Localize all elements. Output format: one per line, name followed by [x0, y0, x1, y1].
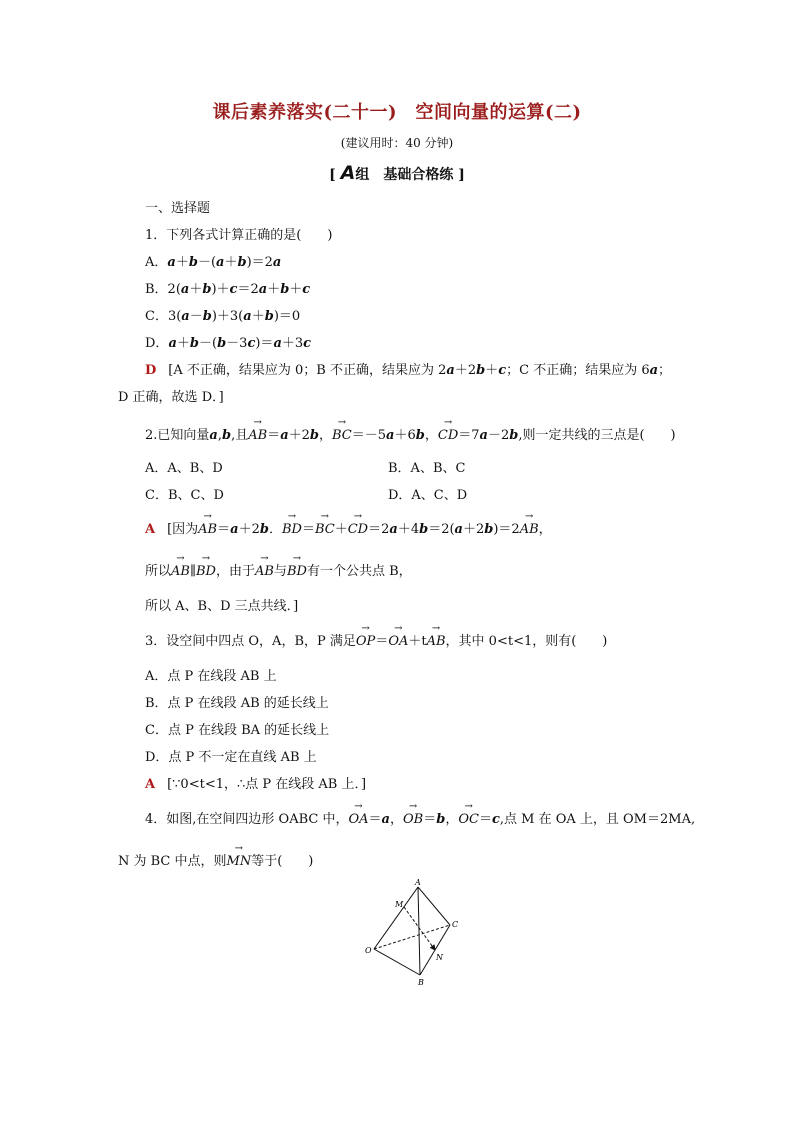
label-c: C — [452, 920, 459, 929]
q2-stem: 2.已知向量a,b,且→ AB＝a＋2b，→ BC＝－5a＋6b，→ CD＝7a－2b,则一定共线的三点是( ) — [145, 424, 676, 443]
q2-option-c: C．B、C、D — [145, 488, 224, 503]
group-letter: A — [340, 162, 356, 184]
q2-options-row1 — [145, 457, 466, 476]
edge-ab — [418, 887, 420, 975]
q4-stem: 4．如图,在空间四边形 OABC 中，→ OA＝a，→ OB＝b，→ OC＝c,点 M 在 OA 上，且 OM＝2MA, — [145, 808, 695, 827]
q1-answer-cont: D 正确，故选 D．] — [118, 390, 224, 405]
q3-option-a: A．点 P 在线段 AB 上 — [145, 669, 277, 684]
q3-answer-letter: A — [145, 777, 156, 792]
q3-answer: A [∵0<t<1，∴点 P 在线段 AB 上．] — [145, 777, 367, 792]
group-label: 组 基础合格练 — [355, 167, 454, 183]
group-bracket-right: ] — [458, 167, 465, 183]
q2-options-row2 — [145, 484, 468, 503]
q1-answer-letter: D — [145, 363, 157, 378]
edge-ac — [418, 887, 450, 925]
q2-option-b: B．A、B、C — [388, 461, 466, 476]
q2-answer: A [因为→ AB＝a＋2b．→ BD＝→ BC＋→ CD＝2a＋4b＝2(a＋2b)＝2→ AB， — [145, 518, 552, 537]
q2-option-a: A．A、B、D — [145, 461, 223, 476]
q3-stem: 3．设空间中四点 O，A，B，P 满足→ OP＝→ OA＋t→ AB，其中 0<t<1，则有( ) — [145, 630, 607, 649]
q3-option-b: B．点 P 在线段 AB 的延长线上 — [145, 696, 329, 711]
q1-option-d: D．a＋b－(b－3c)＝a＋3c — [145, 336, 312, 351]
q4-stem-line2: N 为 BC 中点，则→ MN等于( ) — [118, 850, 313, 869]
q1-answer: D [A 不正确，结果应为 0；B 不正确，结果应为 2a＋2b＋c；C 不正确；结果应为 6a； — [145, 363, 672, 378]
q1-option-c: C．3(a－b)＋3(a＋b)＝0 — [145, 309, 301, 324]
q1-option-b: B．2(a＋b)＋c＝2a＋b＋c — [145, 282, 311, 297]
suggested-time: (建议用时：40 分钟) — [340, 136, 454, 150]
label-o: O — [365, 946, 372, 955]
q3-option-d: D．点 P 不一定在直线 AB 上 — [145, 750, 317, 765]
edge-ob — [374, 949, 420, 975]
q3-option-c: C．点 P 在线段 BA 的延长线上 — [145, 723, 330, 738]
label-m: M — [395, 900, 404, 909]
page-title: 课后素养落实(二十一) 空间向量的运算(二) — [212, 102, 582, 123]
section-heading: 一、选择题 — [145, 201, 211, 216]
label-b: B — [418, 978, 424, 987]
q2-option-d: D．A、C、D — [388, 488, 468, 503]
q2-answer-line3: 所以 A、B、D 三点共线．] — [145, 599, 299, 614]
label-n: N — [436, 953, 443, 962]
q2-answer-line2: 所以→ AB∥→ BD，由于→ AB与→ BD有一个公共点 B， — [145, 560, 412, 579]
q1-option-a: A．a＋b－(a＋b)＝2a — [145, 255, 282, 270]
group-heading — [0, 162, 794, 184]
edge-oa — [374, 887, 418, 949]
label-a: A — [415, 878, 421, 887]
tetrahedron-figure — [360, 875, 470, 990]
q1-stem: 1．下列各式计算正确的是( ) — [145, 228, 333, 243]
q2-answer-letter: A — [145, 522, 156, 537]
group-bracket-left: [ — [329, 167, 336, 183]
edge-oc — [374, 925, 450, 949]
